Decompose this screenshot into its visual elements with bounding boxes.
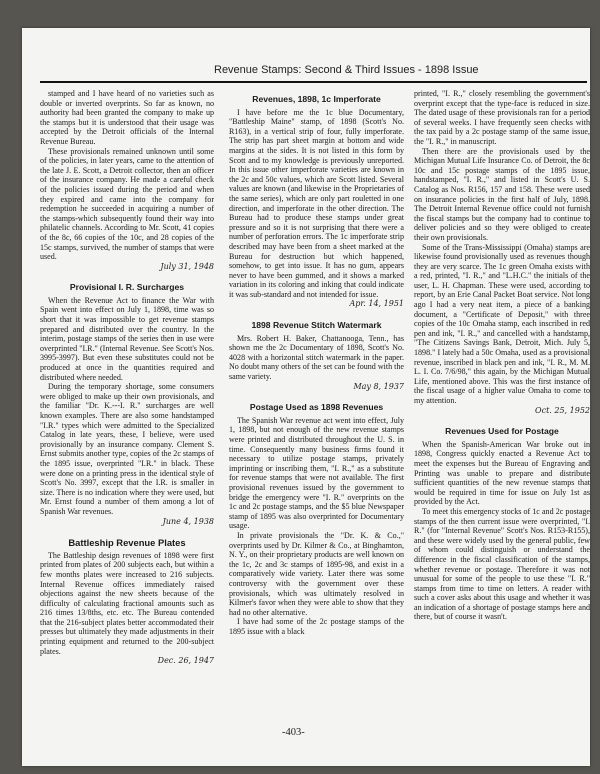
paragraph: The Spanish War revenue act went into effect, July 1, 1898, but not enough of the new revenue stamps were printed and distributed throughout the U. S. in time. Consequently many business firms found it necessary to utilize postage stamps, privately imprinting or inscribing them, "I. R.," as a substitute for revenue stamps that were not available. The first provisional revenues issued by the government to bridge the emergency were "I. R." overprints on the 1c and 2c postage stamps, and the $5 blue Newspaper stamp of 1895 was also overprinted for Documentary usage. [229, 415, 404, 531]
handwritten-date: Oct. 25, 1952 [535, 405, 590, 415]
paragraph: Then there are the provisionals used by the Michigan Mutual Life Insurance Co. of Detroit, the 8c 10c and 15c postage stamps of the 1895 issue, handstamped, "I. R.," and listed in Scott's U. S. Catalog as Nos. R156, 157 and 158. These were used on insurance policies in the first half of July, 1898. The Detroit Internal Revenue office could not furnish the fiscal stamps but the company had to continue to deliver policies and so they were obliged to create their own provisionals. [414, 146, 590, 242]
handwritten-date: June 4, 1938 [162, 516, 214, 526]
paragraph: Mrs. Robert H. Baker, Chattanooga, Tenn., has shown me the 2c Documentary of 1898, Scott's No. 4028 with a horizontal stitch watermark in the paper. No doubt many others of the set can be found with the same variety. [229, 333, 404, 382]
paragraph: printed, "I. R.," closely resembling the government's overprint except that the type-face is reduced in size. The dated usage of these provisionals ran for a period of several weeks. I have frequently seen checks with the tax paid by a 2c postage stamp of the same issue, the "I. R.," in manuscript. [414, 89, 590, 146]
paragraph: These provisionals remained unknown until some of the policies, in later years, came to the attention of the late J. E. Scott, a Detroit collector, then an officer of the insurance company. He made a careful check of the policies issued during the period and when they expired and came into the company for redemption he succeeded in acquiring a number of the stamps-which subsequently found their way into philatelic channels. According to Mr. Scott, 41 copies of the 8c, 66 copies of the 10c, and 28 copies of the 15c stamps, survived, the number of stamps that were used. [40, 146, 214, 262]
handwritten-date: July 31, 1948 [160, 261, 214, 271]
paragraph: In private provisionals the "Dr. K. & Co.," overprints used by Dr. Kilmer & Co., at Binghamton, N. Y., on their proprietary products are well known on the 1c, 2c and 3c stamps of 1895-98, and exist in a comparatively wide variety. Later there was some controversy with the government over these provisionals, which was ultimately resolved in Kilmer's favor when they were able to show that they had no other alternative. [229, 530, 404, 617]
paragraph: To meet this emergency stocks of 1c and 2c postage stamps of the then current issue were overprinted, "I. R." (for "Internal Revenue" Scott's Nos. R153-R155), and these were widely used by the general public, few of whom could distinguish or understand the difference in the fiscal classification of the stamps, whether revenue or postage. Therefore it was not unusual for some of the people to use these "I. R." stamps from time to time on letters. A reader with such a cover asks about this usage and whether it was an indication of a shortage of postage stamps here and there, but of course it wasn't. [414, 506, 590, 622]
page-number: -403- [282, 727, 305, 738]
paragraph: I have had some of the 2c postage stamps of the 1895 issue with a black [229, 617, 404, 636]
paragraph: Some of the Trans-Mississippi (Omaha) stamps are likewise found provisionally used as revenues though they are very scarce. The 1c green Omaha exists with a red, printed, "I. R.," and "L.H.C." the initials of the user, L. H. Chapman. These were used, according to report, by an Erie Canal Packet Boat service. Not long ago I had a very neat item, a piece of a banking document, a "Certificate of Deposit," with three copies of the 10c Omaha stamp, each inscribed in red pen and ink, "I. R.," and cancelled with a handstamp, "The Citizens Savings Bank, Detroit, Mich. July 5, 1898." I lately had a 50c Omaha, used as a provisional revenue, inscribed in black pen and ink, "I. R., M. M. L. I. Co. 7/6/98," this again, by the Michigan Mutual Life, mentioned above. This was the first instance of the fiscal usage of a higher value Omaha to come to my attention. [414, 242, 590, 405]
handwritten-date: Apr. 14, 1951 [349, 299, 404, 309]
article-heading: Provisional I. R. Surcharges [69, 282, 185, 293]
article-heading: Revenues, 1898, 1c Imperforate [252, 94, 381, 104]
paragraph: When the Spanish-American War broke out in 1898, Congress quickly enacted a Revenue Act to meet the expenses but the Bureau of Engraving and Printing was unable to prepare and distribute sufficient quantities of the new revenue stamps that would be required in time for issue on July 1st as provided by the Act. [414, 439, 590, 507]
article-heading: Battleship Revenue Plates [68, 537, 186, 549]
running-header: Revenue Stamps: Second & Third Issues - 1898 Issue [214, 64, 479, 76]
article-heading: Postage Used as 1898 Revenues [249, 402, 384, 413]
paragraph: I have before me the 1c blue Documentary, "Battleship Maine" stamp, of 1898 (Scott's No. R163), in a vertical strip of four, fully imperforate. The strip has part sheet margin at bottom and wide margins at the sides. It is not listed in this form by Scott and to my knowledge is previously unreported. In this issue other imperforate varieties are known in the 2c and 50c values, which are Scott listed. Several values are known (and likewise in the Proprietaries of the same series), which are only part rouletted in one direction, and imperforate in the other direction. The Bureau had to produce these stamps under great pressure and so it is not surprising that there were a number of perforation errors. The 1c imperforate strip described may have been from a sheet marked at the Bureau for destruction but which happened, somehow, to get into issue. It has no gum, appears never to have been gummed, and it shows a marked variation in its coloring and inking that could indicate it was sub-standard and not intended for issue. [229, 107, 404, 299]
handwritten-date: Dec. 26, 1947 [157, 656, 214, 666]
header-rule [40, 81, 587, 83]
column-left [40, 89, 214, 666]
paragraph: The Battleship design revenues of 1898 were first printed from plates of 200 subjects each, but within a few months plates were increased to 216 subjects. Internal Revenue offices immediately raised objections against the new sheets because of the difficulty of calculating fractional amounts such as 216 times 13/8ths, etc. etc. The Bureau contended that the 216-subject plates better accommodated their presses but ultimately they made adjustments in their printing equipment and returned to the 200-subject plates. [40, 550, 214, 656]
paragraph: When the Revenue Act to finance the War with Spain went into effect on July 1, 1898, time was so short that it was impossible to get revenue stamps prepared and distributed over the country. In the interim, postage stamps of the series then in use were overprinted "I.R." (Internal Revenue. See Scott's Nos. 3995-3997). But even these substitutes could not be produced at once in the quantities required and distributed where needed. [40, 295, 214, 382]
column-middle [229, 89, 404, 636]
article-heading: 1898 Revenue Stitch Watermark [251, 320, 382, 331]
column-right [414, 89, 590, 622]
paragraph: stamped and I have heard of no varieties such as double or inverted overprints. So far as known, no authority had been granted the company to make up the stamps but it is understood that their usage was accepted by the Detroit officials of the Internal Revenue Bureau. [40, 89, 214, 146]
article-heading: Revenues Used for Postage [445, 426, 559, 437]
handwritten-date: May 8, 1937 [353, 381, 404, 391]
paragraph: During the temporary shortage, some consumers were obliged to make up their own provisionals, and the familiar "Dr. K.---I. R." surcharges are well known examples. There are also some handstamped "I.R." types which were admitted to the Specialized Catalog in late years, these, I believe, were used provisionally by an insurance company. Clement S. Ernst submits another type, copies of the 2c stamps of the 1895 issue, overprinted "I.R." in black. These were done on a printing press in the identical style of Scott's No. 3997, except that the I.R. is smaller in size. There is no indication where they were used, but Mr. Ernst found a number of them among a lot of Spanish War revenues. [40, 382, 214, 516]
